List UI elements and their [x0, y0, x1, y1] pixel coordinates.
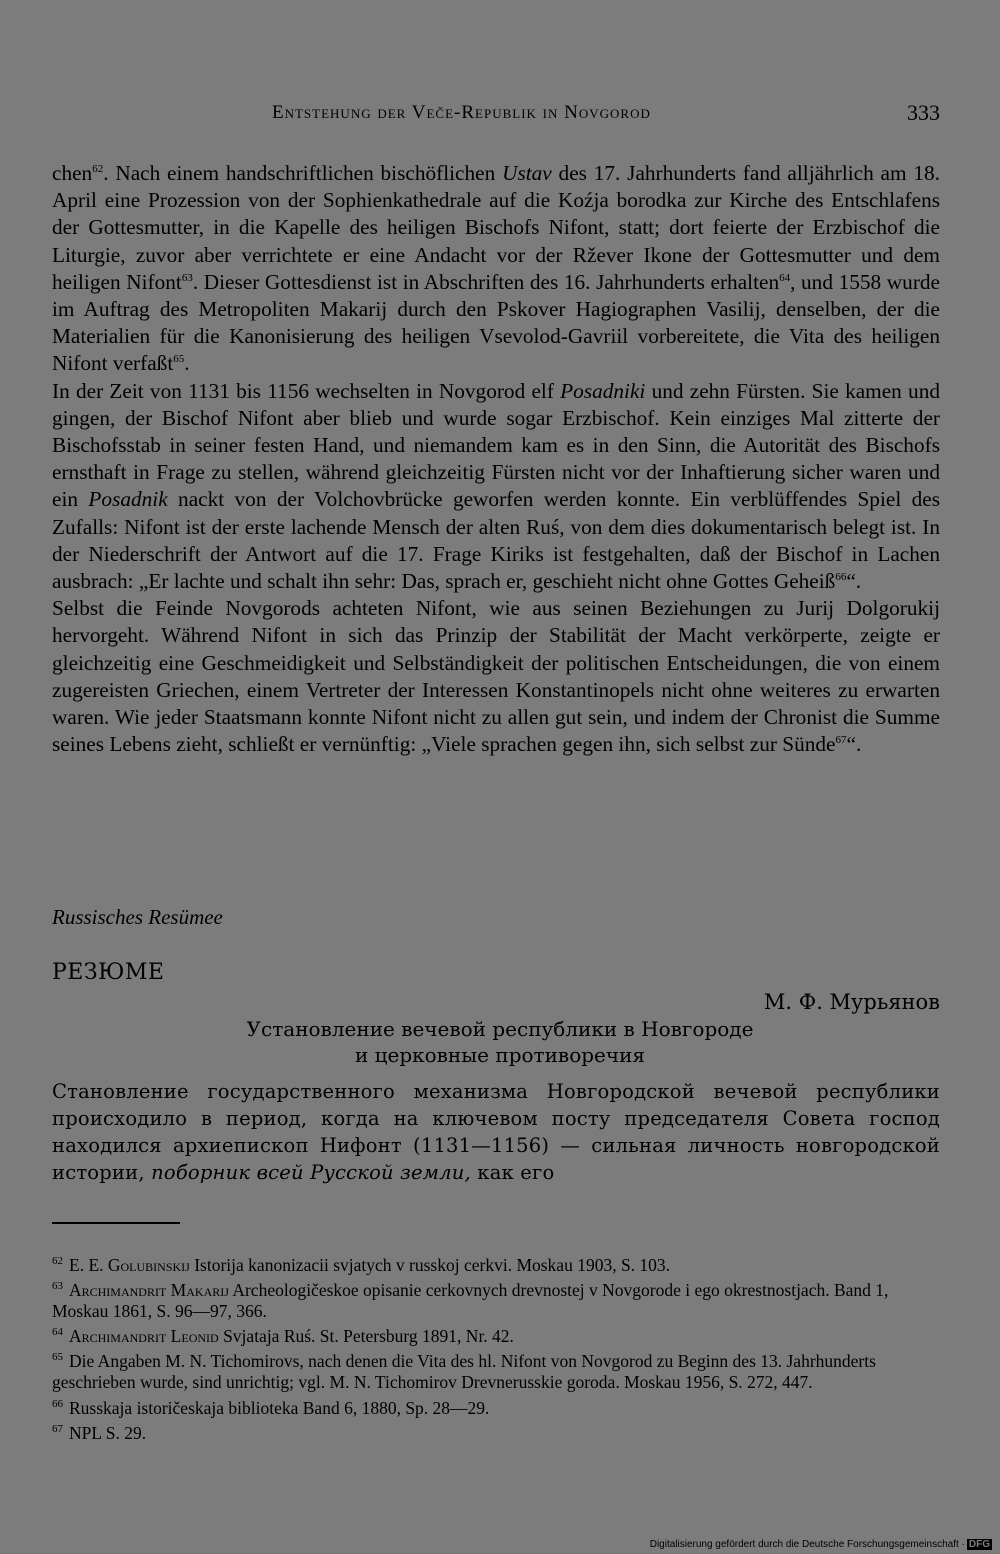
paragraph-2: In der Zeit von 1131 bis 1156 wechselten in Novgorod elf Posadniki und zehn Fürsten. Sie kamen und gingen, der Bischof Nifont aber blieb und wurde sogar Erzbischof. Kein einziges Mal zitterte der Bischofsstab in seiner festen Hand, und niemandem kam es in den Sinn, die Autorität des Bischofs ernsthaft in Frage zu stellen, während gleichzeitig Fürsten nicht vor der Inhaftierung sicher waren und ein Posadnik nackt von der Volchovbrücke geworfen werden konnte. Ein verblüffendes Spiel des Zufalls: Nifont ist der erste lachende Mensch der alten Ruś, von dem dies dokumentarisch belegt ist. In der Niederschrift der Antwort auf die 17. Frage Kiriks ist festgehalten, daß der Bischof in Lachen ausbrach: „Er lachte und schalt ihn sehr: Das, sprach er, geschieht nicht ohne Gottes Geheiß$^{66}$“. [52, 378, 941, 594]
paragraph-3: Selbst die Feinde Novgorods achteten Nifont, wie aus seinen Beziehungen zu Jurij Dolgorukij hervorgeht. Während Nifont in sich das Prinzip der Stabilität der Macht verkörperte, zeigte er gleichzeitig eine Geschmeidigkeit und Selbständigkeit der politischen Entscheidungen, die von einem zugereisten Griechen, einem Vertreter der Interessen Konstantinopels nicht ohne weiteres zu erwarten waren. Wie jeder Staatsmann konnte Nifont nicht zu allen gut sein, und indem der Chronist die Summe seines Lebens zieht, schließt er vernünftig: „Viele sprachen gegen ihn, sich selbst zur Sünde$^{67}$“. [52, 596, 940, 757]
footnote: $^{66}$ Russkaja istoričeskaja biblioteka Band 6, 1880, Sp. 28—29. [52, 1397, 490, 1418]
resume-author: М. Ф. Мурьянов [763, 990, 940, 1014]
footnote: $^{67}$ NPL S. 29. [52, 1422, 147, 1443]
footnote: $^{62}$ E. E. Golubinskij Istorija kanonizacii svjatych v russkoj cerkvi. Moskau 1903, S. 103. [52, 1254, 671, 1275]
digitization-credit: Digitalisierung gefördert durch die Deutsche Forschungsgemeinschaft · DFG [649, 1539, 990, 1550]
page-number: 333 [907, 100, 940, 125]
resume-heading: РЕЗЮМЕ [52, 960, 165, 985]
page-header [52, 100, 940, 132]
footnote-ref: 64 [779, 271, 791, 284]
footnote: $^{63}$ Archimandrit Makarij Archeologičeskoe opisanie cerkovnych drevnostej v Novgorode i ego okrestnostjach. Band 1, Moskau 1861, S. 96—97, 366. [52, 1279, 889, 1322]
footnotes [52, 1251, 940, 1444]
footnote-ref: 62 [92, 162, 104, 175]
footnote-divider [52, 1222, 180, 1224]
footnote-ref: 63 [181, 271, 193, 284]
footnote-ref: 65 [173, 353, 185, 366]
main-text [52, 160, 940, 758]
running-title: Entstehung der Veče-Republik in Novgorod [272, 102, 651, 123]
footnote-ref: 67 [835, 734, 847, 747]
resume-text: Становление государственного механизма Новгородской вечевой республики происходило в период, когда на ключевом посту председателя Совета господ находился архиепископ Нифонт (1131—1156) — сильная личность новгородской истории, поборник всей Русской земли, как его [52, 1080, 940, 1184]
section-heading: Russisches Resümee [52, 905, 223, 929]
footnote: $^{64}$ Archimandrit Leonid Svjataja Ruś. St. Petersburg 1891, Nr. 42. [52, 1326, 514, 1347]
footnote: $^{65}$ Die Angaben M. N. Tichomirovs, nach denen die Vita des hl. Nifont von Novgorod zu Beginn des 13. Jahrhunderts geschrieben wurde, sind unrichtig; vgl. M. N. Tichomirov Drevnerusskie goroda. Moskau 1956, S. 272, 447. [52, 1351, 876, 1393]
dfg-logo: DFG [968, 1539, 990, 1550]
footnote-ref: 66 [835, 570, 847, 583]
resume-title: Установление вечевой республики в Новгороде и церковные противоречия [246, 1017, 754, 1067]
paragraph-1: chen$^{62}$. Nach einem handschriftlichen bischöflichen Ustav des 17. Jahrhunderts fand alljährlich am 18. April eine Prozession von der Sophienkathedrale auf die Koźja borodka zur Kirche des Entschlafens der Gottesmutter, in die Kapelle des heiligen Bischofs Nifont, statt; dort feierte der Erzbischof die Liturgie, zuvor aber verrichtete er eine Andacht vor der Ržever Ikone der Gottesmutter und dem heiligen Nifont$^{63}$. Dieser Gottesdienst ist in Abschriften des 16. Jahrhunderts erhalten$^{64}$, und 1558 wurde im Auftrag des Metropoliten Makarij durch den Pskover Hagiographen Vasilij, denselben, der die Materialien für die Kanonisierung des heiligen Vsevolod-Gavriil vorbereitete, die Vita des heiligen Nifont verfaßt$^{65}$. [52, 161, 941, 376]
